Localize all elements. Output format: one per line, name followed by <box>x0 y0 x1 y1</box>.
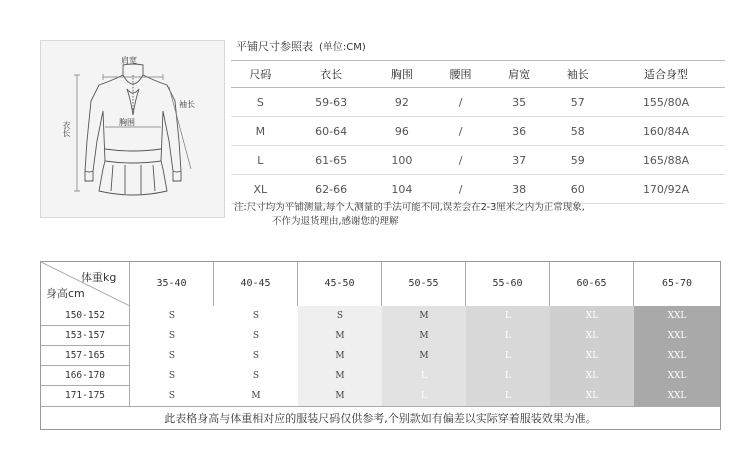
corner-height-label: 身高cm <box>46 287 85 300</box>
size-cell: S <box>168 351 176 361</box>
size-cell: M <box>335 351 345 361</box>
table-cell: 58 <box>548 117 607 146</box>
note-line-1: 注:尺寸均为平铺测量,每个人测量的手法可能不同,误差会在2-3厘米之内为正常现象, <box>234 202 585 213</box>
weight-header-1: 35-40 <box>130 262 214 306</box>
corner-cell <box>41 262 130 306</box>
size-chart-title-text: 平铺尺寸参照表 <box>236 40 313 53</box>
size-cell: M <box>335 371 345 381</box>
table-cell: 155/80A <box>607 88 725 117</box>
size-cell: XXL <box>667 391 687 401</box>
table-cell: S <box>231 88 290 117</box>
size-cell: L <box>505 371 511 381</box>
size-cell: L <box>505 331 511 341</box>
bust-label: 胸围 <box>119 118 135 127</box>
table-cell: 59-63 <box>290 88 373 117</box>
recommendation-footer-note: 此表格身高与体重相对应的服装尺码仅供参考,个别款如有偏差以实际穿着服装效果为准。 <box>41 406 720 430</box>
weight-header-2: 40-45 <box>214 262 298 306</box>
size-cell: XXL <box>667 371 687 381</box>
header-fit: 适合身型 <box>607 61 725 88</box>
size-chart-header-row <box>231 61 725 88</box>
size-cell: XXL <box>667 331 687 341</box>
height-cell: 166-170 <box>41 366 130 386</box>
size-cell: S <box>252 371 260 381</box>
table-row <box>41 386 720 406</box>
size-cell: XL <box>585 371 599 381</box>
table-cell: 57 <box>548 88 607 117</box>
table-row <box>41 326 720 346</box>
corner-weight-label: 体重kg <box>81 271 117 284</box>
shoulder-width-label: 肩宽 <box>121 56 137 65</box>
header-sleeve: 袖长 <box>548 61 607 88</box>
table-cell: / <box>431 88 490 117</box>
table-cell: 170/92A <box>607 175 725 204</box>
size-chart-title <box>236 38 366 54</box>
table-cell: / <box>431 117 490 146</box>
table-cell: 100 <box>373 146 432 175</box>
size-cell: XL <box>585 391 599 401</box>
size-cell: S <box>252 331 260 341</box>
table-cell: 37 <box>490 146 549 175</box>
size-cell: S <box>252 351 260 361</box>
weight-header-4: 50-55 <box>382 262 466 306</box>
table-cell: 60 <box>548 175 607 204</box>
size-cell: S <box>336 311 344 321</box>
table-cell: 35 <box>490 88 549 117</box>
table-cell: L <box>231 146 290 175</box>
size-cell: S <box>252 311 260 321</box>
table-cell: / <box>431 175 490 204</box>
sleeve-length-label: 袖长 <box>179 100 195 109</box>
table-cell: / <box>431 146 490 175</box>
recommendation-header-row <box>41 262 720 306</box>
table-cell: 104 <box>373 175 432 204</box>
size-cell: M <box>335 331 345 341</box>
header-bust: 胸围 <box>373 61 432 88</box>
height-cell: 153-157 <box>41 326 130 346</box>
table-cell: 160/84A <box>607 117 725 146</box>
size-cell: L <box>505 351 511 361</box>
weight-header-5: 55-60 <box>466 262 550 306</box>
table-cell: 92 <box>373 88 432 117</box>
header-length: 衣长 <box>290 61 373 88</box>
size-cell: XXL <box>667 351 687 361</box>
header-waist: 腰围 <box>431 61 490 88</box>
header-size: 尺码 <box>231 61 290 88</box>
size-cell: S <box>168 371 176 381</box>
size-cell: S <box>168 391 176 401</box>
size-cell: XXL <box>667 311 687 321</box>
note-line-2: 不作为退货理由,感谢您的理解 <box>272 216 399 227</box>
size-cell: S <box>168 311 176 321</box>
header-shoulder: 肩宽 <box>490 61 549 88</box>
height-cell: 150-152 <box>41 306 130 326</box>
table-row <box>41 306 720 326</box>
size-row-l <box>231 146 725 175</box>
table-cell: 60-64 <box>290 117 373 146</box>
measurement-note <box>234 201 585 229</box>
recommendation-body <box>41 306 720 406</box>
size-row-xl <box>231 175 725 204</box>
size-cell: L <box>505 311 511 321</box>
size-cell: L <box>421 391 427 401</box>
size-cell: M <box>251 391 261 401</box>
garment-figure <box>40 40 225 218</box>
table-cell: 165/88A <box>607 146 725 175</box>
height-cell: 171-175 <box>41 386 130 406</box>
table-cell: M <box>231 117 290 146</box>
table-cell: 36 <box>490 117 549 146</box>
size-cell: S <box>168 331 176 341</box>
size-cell: M <box>419 311 429 321</box>
size-chart-unit: (单位:CM) <box>319 42 366 53</box>
table-cell: 38 <box>490 175 549 204</box>
weight-header-6: 60-65 <box>550 262 634 306</box>
table-cell: 59 <box>548 146 607 175</box>
weight-header-3: 45-50 <box>298 262 382 306</box>
body-length-label: 衣长 <box>62 121 71 137</box>
size-cell: XL <box>585 331 599 341</box>
size-cell: L <box>505 391 511 401</box>
size-cell: XL <box>585 311 599 321</box>
table-cell: XL <box>231 175 290 204</box>
table-row <box>41 366 720 386</box>
size-cell: M <box>419 331 429 341</box>
size-cell: L <box>421 371 427 381</box>
size-recommendation-table <box>40 261 721 430</box>
size-cell: XL <box>585 351 599 361</box>
size-chart-table <box>231 60 725 204</box>
size-row-m <box>231 117 725 146</box>
table-cell: 62-66 <box>290 175 373 204</box>
table-cell: 96 <box>373 117 432 146</box>
size-row-s <box>231 88 725 117</box>
size-cell: M <box>335 391 345 401</box>
size-cell: M <box>419 351 429 361</box>
table-row <box>41 346 720 366</box>
weight-header-7: 65-70 <box>661 278 693 289</box>
table-cell: 61-65 <box>290 146 373 175</box>
height-cell: 157-165 <box>41 346 130 366</box>
